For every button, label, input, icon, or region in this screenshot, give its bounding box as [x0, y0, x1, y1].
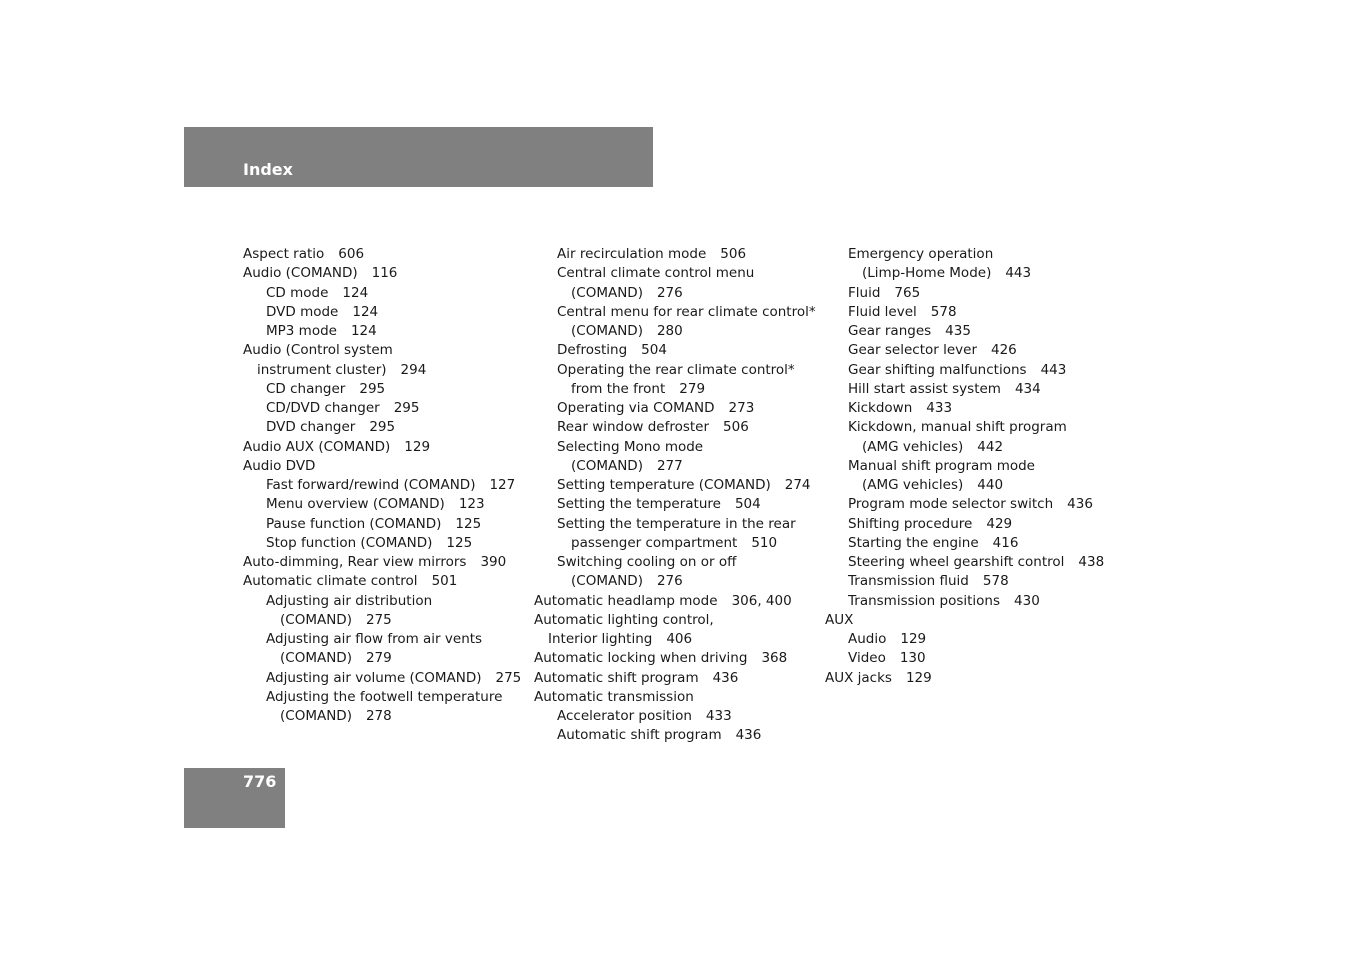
index-entry-page: 434	[1014, 380, 1041, 397]
index-entry	[243, 438, 521, 457]
index-entry-text: Operating via COMAND	[557, 400, 715, 416]
index-entry-text: Central climate control menu	[557, 265, 755, 282]
index-entry	[534, 457, 816, 476]
index-entry	[825, 476, 1104, 495]
index-entry-page: 278	[365, 708, 392, 724]
index-entry-page: 443	[1040, 361, 1067, 378]
index-entry-page: 277	[656, 457, 683, 474]
index-entry-page: 125	[455, 515, 482, 532]
index-entry	[243, 476, 521, 495]
index-entry-page: 578	[982, 573, 1009, 590]
index-entry	[534, 688, 816, 707]
index-entry	[534, 322, 816, 341]
index-entry-text: Aspect ratio	[243, 246, 325, 262]
index-entry-page: 130	[899, 650, 926, 667]
index-entry	[825, 380, 1104, 399]
index-entry-text: (AMG vehicles)	[862, 477, 964, 493]
index-entry	[825, 245, 1104, 264]
index-entry-text: Automatic shift program	[534, 669, 699, 686]
index-entry-text: CD changer	[266, 380, 346, 397]
index-entry	[534, 476, 816, 495]
index-entry-page: 438	[1078, 554, 1105, 570]
index-entry-text: AUX jacks	[825, 669, 892, 686]
index-entry-text: (COMAND)	[571, 284, 643, 301]
index-entry-text: Defrosting	[557, 342, 628, 359]
index-entry	[825, 553, 1104, 572]
index-entry-page: 506	[720, 246, 747, 262]
index-entry-page: 578	[930, 303, 957, 320]
index-entry-text: (COMAND)	[571, 573, 643, 590]
index-entry-page: 124	[350, 323, 377, 339]
index-entry-text: Audio (Control system	[243, 342, 393, 359]
index-entry	[243, 592, 521, 611]
index-entry	[534, 380, 816, 399]
index-entry-text: CD mode	[266, 284, 329, 301]
index-entry-page: 125	[446, 534, 473, 551]
index-entry	[825, 264, 1104, 283]
index-entry	[534, 418, 816, 437]
index-entry-text: (AMG vehicles)	[862, 438, 964, 455]
index-entry-page: 274	[784, 477, 811, 493]
index-entry	[534, 515, 816, 534]
index-entry-text: Audio (COMAND)	[243, 265, 358, 282]
index-entry-text: Fast forward/rewind (COMAND)	[266, 477, 476, 493]
index-entry-page: 433	[705, 708, 732, 724]
index-entry-page: 273	[728, 400, 755, 416]
index-entry	[243, 457, 521, 476]
index-entry-text: Adjusting air distribution	[266, 592, 433, 609]
index-entry-text: (COMAND)	[280, 611, 352, 628]
index-entry-text: Kickdown, manual shift program	[848, 419, 1067, 436]
index-entry-page: 295	[359, 380, 386, 397]
index-entry-text: Automatic lighting control,	[534, 611, 714, 628]
index-entry-page: 129	[404, 438, 431, 455]
index-entry-page: 436	[712, 669, 739, 686]
index-entry-text: Audio AUX (COMAND)	[243, 438, 391, 455]
index-entry-page: 124	[342, 284, 369, 301]
index-entry	[825, 630, 1104, 649]
index-entry	[534, 669, 816, 688]
index-entry	[243, 418, 521, 437]
index-entry	[243, 303, 521, 322]
index-entry-page: 406	[666, 631, 693, 647]
index-entry	[243, 245, 521, 264]
index-entry	[534, 245, 816, 264]
index-entry-page: 501	[431, 573, 458, 590]
index-entry-text: Setting the temperature in the rear	[557, 515, 796, 532]
index-entry-text: Menu overview (COMAND)	[266, 496, 445, 513]
index-entry-text: Automatic headlamp mode	[534, 592, 718, 609]
index-entry-text: Adjusting air volume (COMAND)	[266, 669, 482, 686]
index-entry	[825, 592, 1104, 611]
index-entry	[825, 438, 1104, 457]
index-entry-page: 390	[480, 554, 507, 570]
index-entry-text: MP3 mode	[266, 323, 337, 339]
index-entry-text: Adjusting the footwell temperature	[266, 688, 503, 705]
index-entry-text: (Limp-Home Mode)	[862, 265, 992, 282]
index-entry	[825, 418, 1104, 437]
index-entry-page: 504	[641, 342, 667, 359]
index-entry-page: 765	[894, 284, 921, 301]
index-entry	[534, 630, 816, 649]
index-entry-text: DVD mode	[266, 303, 339, 320]
index-entry-text: Rear window defroster	[557, 419, 710, 436]
index-entry	[243, 534, 521, 553]
index-entry	[825, 361, 1104, 380]
index-entry-page: 276	[656, 573, 683, 590]
index-entry	[825, 669, 1104, 688]
index-entry-text: Setting the temperature	[557, 496, 721, 513]
index-entry-page: 430	[1014, 592, 1040, 609]
index-entry-page: 416	[992, 534, 1019, 551]
index-column-2	[534, 245, 816, 746]
index-entry	[534, 264, 816, 283]
index-entry-page: 429	[986, 515, 1013, 532]
index-entry-text: (COMAND)	[280, 708, 352, 724]
index-entry-text: DVD changer	[266, 419, 356, 436]
index-entry	[243, 572, 521, 591]
index-entry-page: 295	[369, 419, 396, 436]
index-entry-text: Emergency operation	[848, 246, 994, 262]
index-entry	[243, 399, 521, 418]
index-entry	[825, 341, 1104, 360]
index-entry-text: Setting temperature (COMAND)	[557, 477, 771, 493]
index-entry-page: 443	[1005, 265, 1032, 282]
page-number: 776	[243, 772, 277, 791]
index-entry-page: 606	[338, 246, 365, 262]
index-entry-text: Kickdown	[848, 400, 913, 416]
index-entry-text: Interior lighting	[548, 631, 653, 647]
index-entry-text: Automatic shift program	[557, 727, 722, 744]
index-entry	[243, 284, 521, 303]
index-entry-text: Accelerator position	[557, 708, 692, 724]
index-entry-text: (COMAND)	[280, 650, 352, 667]
index-entry	[534, 438, 816, 457]
index-entry	[825, 284, 1104, 303]
index-entry	[534, 341, 816, 360]
page-title: Index	[243, 160, 293, 179]
index-entry-text: Fluid	[848, 284, 881, 301]
index-entry-text: Hill start assist system	[848, 380, 1001, 397]
index-entry	[243, 649, 521, 668]
index-entry-text: Starting the engine	[848, 534, 979, 551]
index-entry-text: Fluid level	[848, 303, 917, 320]
index-entry	[825, 515, 1104, 534]
index-entry-text: Stop function (COMAND)	[266, 534, 433, 551]
index-entry	[534, 361, 816, 380]
index-entry-page: 294	[400, 361, 427, 378]
index-entry-text: Steering wheel gearshift control	[848, 554, 1065, 570]
index-entry-text: Gear ranges	[848, 323, 932, 339]
index-entry	[243, 495, 521, 514]
index-entry	[534, 649, 816, 668]
index-entry-text: Manual shift program mode	[848, 457, 1035, 474]
index-entry-page: 279	[679, 380, 706, 397]
index-entry	[243, 688, 521, 707]
index-entry-page: 129	[900, 631, 927, 647]
index-entry	[825, 303, 1104, 322]
index-entry-page: 275	[365, 611, 392, 628]
index-entry	[825, 457, 1104, 476]
index-entry-page: 426	[991, 342, 1017, 359]
index-entry-text: (COMAND)	[571, 323, 643, 339]
index-entry-page: 433	[926, 400, 953, 416]
index-entry	[825, 649, 1104, 668]
index-entry-text: Audio	[848, 631, 887, 647]
index-entry	[243, 515, 521, 534]
index-entry	[534, 572, 816, 591]
index-entry-text: Air recirculation mode	[557, 246, 707, 262]
index-entry-page: 436	[1067, 496, 1093, 513]
index-entry	[825, 322, 1104, 341]
index-entry-page: 436	[735, 727, 762, 744]
index-entry-text: Gear shifting malfunctions	[848, 361, 1027, 378]
index-entry-page: 506	[723, 419, 749, 436]
index-entry	[825, 399, 1104, 418]
index-entry	[534, 726, 816, 745]
index-entry	[243, 341, 521, 360]
index-entry-text: instrument cluster)	[257, 361, 387, 378]
index-entry-page: 276	[656, 284, 683, 301]
index-entry-page: 116	[371, 265, 398, 282]
index-entry	[243, 380, 521, 399]
index-entry-text: Transmission fluid	[848, 573, 969, 590]
index-entry-page: 295	[393, 400, 420, 416]
index-entry	[534, 534, 816, 553]
index-column-3	[825, 245, 1104, 688]
index-entry	[534, 303, 816, 322]
index-entry-page: 275	[495, 669, 522, 686]
index-entry-text: Gear selector lever	[848, 342, 977, 359]
index-entry-text: Auto-dimming, Rear view mirrors	[243, 554, 467, 570]
index-entry-text: Automatic transmission	[534, 688, 694, 705]
index-entry	[243, 553, 521, 572]
index-entry-text: Switching cooling on or off	[557, 554, 737, 570]
index-entry-text: Transmission positions	[848, 592, 1001, 609]
index-entry-text: Video	[848, 650, 886, 667]
index-entry	[243, 264, 521, 283]
index-entry-text: from the front	[571, 380, 666, 397]
index-entry	[825, 534, 1104, 553]
index-entry-text: Automatic locking when driving	[534, 650, 748, 667]
index-entry-text: Audio DVD	[243, 457, 316, 474]
index-entry-text: Adjusting air flow from air vents	[266, 631, 483, 647]
index-entry	[534, 592, 816, 611]
index-entry-text: AUX	[825, 611, 854, 628]
index-entry-page: 435	[945, 323, 971, 339]
index-entry-page: 442	[977, 438, 1004, 455]
index-entry-page: 280	[656, 323, 683, 339]
index-entry	[534, 611, 816, 630]
index-entry	[243, 611, 521, 630]
index-entry-page: 127	[489, 477, 516, 493]
index-entry	[243, 669, 521, 688]
index-entry-page: 504	[734, 496, 761, 513]
index-entry	[534, 495, 816, 514]
index-entry	[825, 572, 1104, 591]
index-entry-text: Central menu for rear climate control*	[557, 303, 816, 320]
index-entry-text: Automatic climate control	[243, 573, 418, 590]
index-entry-page: 440	[977, 477, 1004, 493]
index-column-1	[243, 245, 521, 726]
index-entry-text: CD/DVD changer	[266, 400, 380, 416]
index-entry-text: Shifting procedure	[848, 515, 973, 532]
index-entry-text: (COMAND)	[571, 457, 643, 474]
index-entry	[825, 611, 1104, 630]
index-entry-page: 306, 400	[731, 592, 792, 609]
index-entry-page: 124	[352, 303, 379, 320]
index-entry	[243, 630, 521, 649]
index-entry-page: 510	[751, 534, 778, 551]
index-entry	[534, 399, 816, 418]
index-entry	[243, 361, 521, 380]
index-entry-text: Operating the rear climate control*	[557, 361, 795, 378]
index-entry	[534, 553, 816, 572]
index-entry	[534, 284, 816, 303]
index-entry-text: passenger compartment	[571, 534, 738, 551]
index-entry-text: Program mode selector switch	[848, 496, 1054, 513]
index-entry-text: Pause function (COMAND)	[266, 515, 442, 532]
index-entry	[243, 707, 521, 726]
index-entry-page: 129	[905, 669, 932, 686]
index-entry	[243, 322, 521, 341]
index-entry	[534, 707, 816, 726]
index-entry-text: Selecting Mono mode	[557, 438, 704, 455]
index-entry-page: 368	[761, 650, 788, 667]
index-entry	[825, 495, 1104, 514]
index-entry-page: 279	[365, 650, 392, 667]
index-entry-page: 123	[458, 496, 485, 513]
